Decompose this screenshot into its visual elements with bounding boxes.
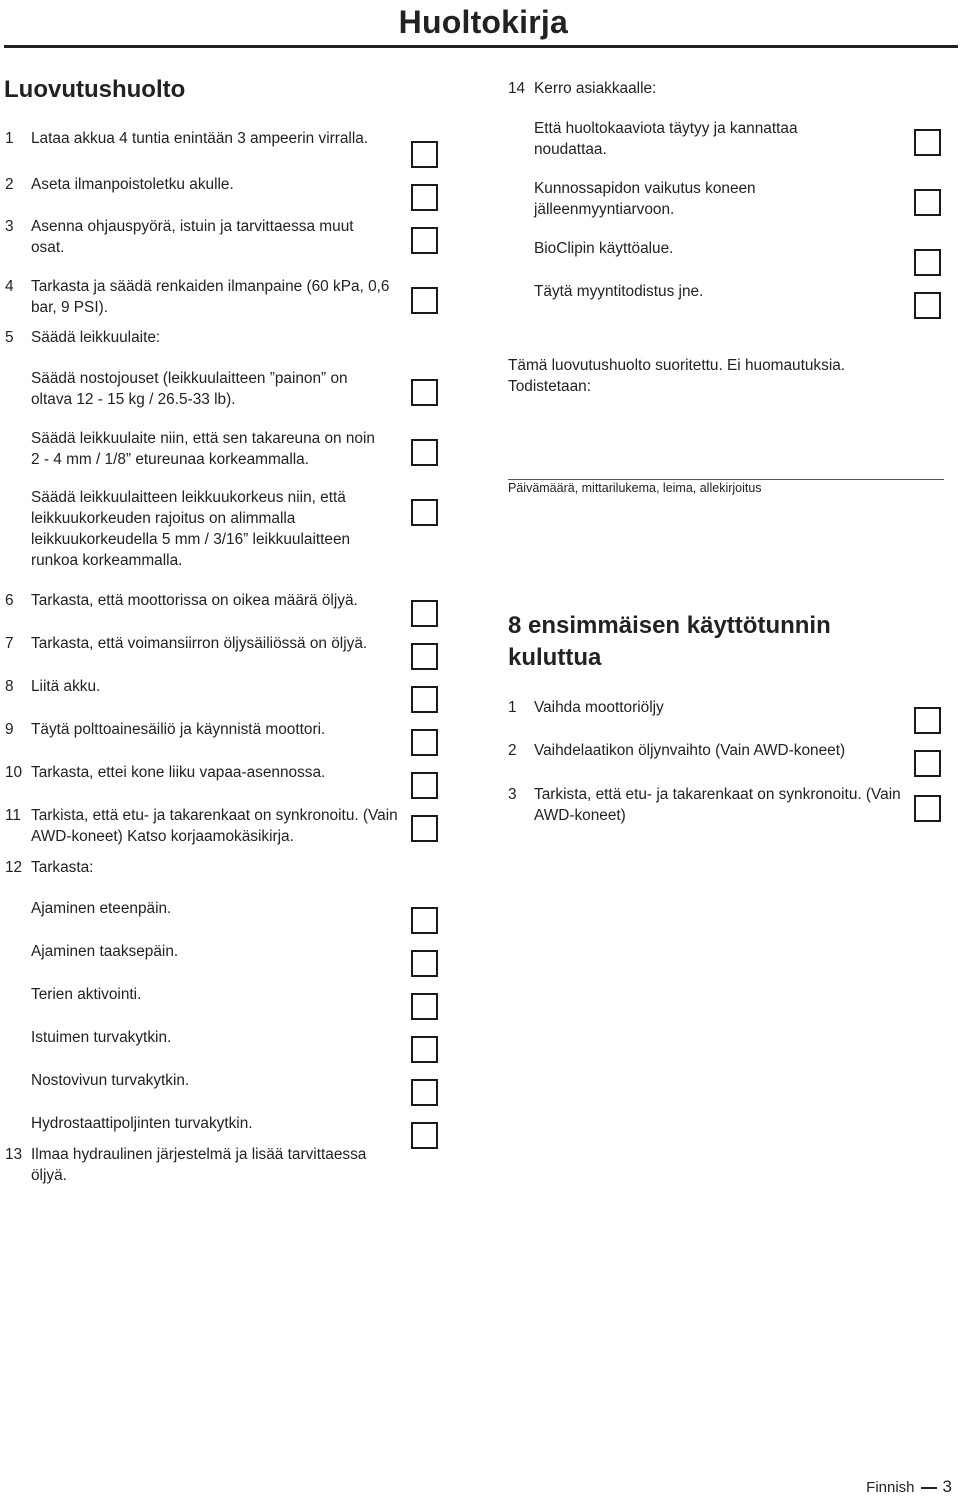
checkbox[interactable] [914,129,941,156]
page-number: 3 [942,1477,952,1496]
item-text: Tarkasta: [31,859,94,876]
item-text: Ilmaa hydraulinen järjestelmä ja lisää tarvittaessa öljyä. [31,1146,367,1184]
item-text: Tarkasta, ettei kone liiku vapaa-asennossa. [31,764,326,781]
item-text: Kerro asiakkaalle: [534,80,657,97]
checkbox[interactable] [914,189,941,216]
checkbox[interactable] [914,750,941,777]
item-number: 4 [5,278,14,295]
item-text: Terien aktivointi. [31,986,142,1003]
checkbox[interactable] [914,249,941,276]
checkbox[interactable] [411,379,438,406]
item-text: Tarkasta, että moottorissa on oikea määrä öljyä. [31,592,358,609]
item-number: 13 [5,1146,23,1163]
page-footer [866,1477,952,1499]
checkbox[interactable] [411,499,438,526]
item-number: 1 [508,699,517,716]
footer-dash [921,1487,937,1489]
signature-line [508,479,944,480]
item-text: Tarkasta ja säädä renkaiden ilmanpaine (60 kPa, 0,6 bar, 9 PSI). [31,278,390,316]
item-number: 2 [508,742,517,759]
item-number: 14 [508,80,526,97]
item-text: Säädä leikkuulaitteen leikkuukorkeus niin, että leikkuukorkeuden rajoitus on alimmalla leikkuukorkeudella 5 mm / 3/16” leikkuulaitteen runkoa korkeammalla. [31,489,351,569]
checkbox[interactable] [411,993,438,1020]
item-text: Täytä polttoainesäiliö ja käynnistä moottori. [31,721,326,738]
checkbox[interactable] [411,600,438,627]
checkbox[interactable] [411,184,438,211]
item-number: 8 [5,678,14,695]
item-text: Asenna ohjauspyörä, istuin ja tarvittaessa muut osat. [31,218,354,256]
checkbox[interactable] [914,707,941,734]
checkbox[interactable] [411,1036,438,1063]
item-number: 1 [5,130,14,147]
item-text: Aseta ilmanpoistoletku akulle. [31,176,234,193]
section-title-first-hours: 8 ensimmäisen käyttötunnin kuluttua [508,612,831,671]
checkbox[interactable] [411,643,438,670]
item-text: Tarkista, että etu- ja takarenkaat on synkronoitu. (Vain AWD-koneet) Katso korjaamokäsikirja. [31,807,398,845]
item-text: Että huoltokaaviota täytyy ja kannattaa noudattaa. [534,120,798,158]
checkbox[interactable] [411,141,438,168]
item-text: Tarkasta, että voimansiirron öljysäiliössä on öljyä. [31,635,368,652]
item-number: 3 [508,786,517,803]
confirmation-text: Tämä luovutushuolto suoritettu. Ei huomautuksia. Todistetaan: [508,357,846,395]
item-number: 5 [5,329,14,346]
checkbox[interactable] [411,227,438,254]
item-text: Säädä leikkuulaite: [31,329,161,346]
checkbox[interactable] [411,950,438,977]
page-title: Huoltokirja [398,4,568,40]
checkbox[interactable] [411,815,438,842]
item-number: 12 [5,859,23,876]
item-number: 9 [5,721,14,738]
checkbox[interactable] [914,795,941,822]
item-text: Liitä akku. [31,678,101,695]
checkbox[interactable] [411,1122,438,1149]
checkbox[interactable] [411,729,438,756]
section-title-handover: Luovutushuolto [4,76,186,103]
checkbox[interactable] [411,907,438,934]
item-number: 11 [5,807,21,824]
item-text: Vaihda moottoriöljy [534,699,664,716]
header-rule [4,45,958,48]
item-text: BioClipin käyttöalue. [534,240,674,257]
checkbox[interactable] [411,772,438,799]
item-number: 2 [5,176,14,193]
checkbox[interactable] [411,439,438,466]
item-text: Tarkista, että etu- ja takarenkaat on synkronoitu. (Vain AWD-koneet) [534,786,901,824]
checkbox[interactable] [411,1079,438,1106]
item-text: Säädä leikkuulaite niin, että sen takareuna on noin 2 - 4 mm / 1/8” etureunaa korkeammalla. [31,430,375,468]
checkbox[interactable] [914,292,941,319]
item-text: Vaihdelaatikon öljynvaihto (Vain AWD-koneet) [534,742,846,759]
item-text: Lataa akkua 4 tuntia enintään 3 ampeerin virralla. [31,130,369,147]
item-number: 6 [5,592,14,609]
item-text: Ajaminen taaksepäin. [31,943,179,960]
item-number: 3 [5,218,14,235]
item-text: Hydrostaattipoljinten turvakytkin. [31,1115,253,1132]
item-text: Kunnossapidon vaikutus koneen jälleenmyyntiarvoon. [534,180,756,218]
signature-caption: Päivämäärä, mittarilukema, leima, allekirjoitus [508,481,762,495]
checkbox[interactable] [411,287,438,314]
item-text: Säädä nostojouset (leikkuulaitteen ”painon” on oltava 12 - 15 kg / 26.5-33 lb). [31,370,348,408]
item-number: 10 [5,764,23,781]
footer-language: Finnish [866,1479,915,1496]
item-text: Nostovivun turvakytkin. [31,1072,190,1089]
item-text: Istuimen turvakytkin. [31,1029,172,1046]
item-text: Ajaminen eteenpäin. [31,900,172,917]
item-text: Täytä myyntitodistus jne. [534,283,704,300]
checkbox[interactable] [411,686,438,713]
item-number: 7 [5,635,14,652]
